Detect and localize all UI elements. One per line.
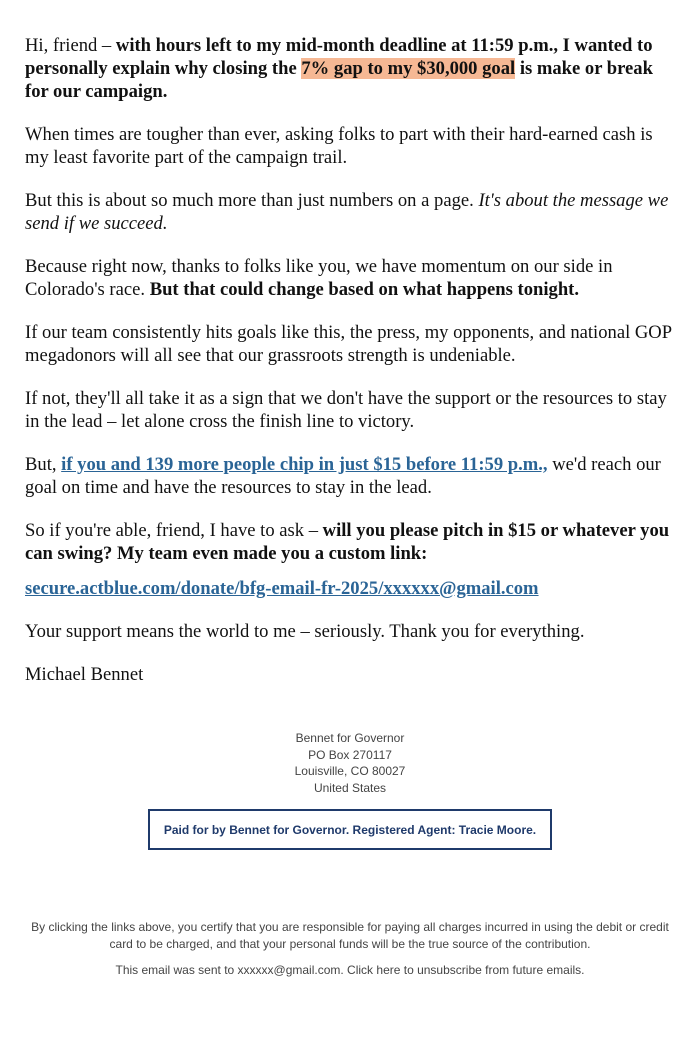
card-disclaimer-text: By clicking the links above, you certify that you are responsible for paying all charges incurred in using the debit or credit card to be charged, and that your personal funds will be the true source of the contribution.	[31, 920, 669, 951]
mailing-address	[0, 730, 700, 796]
address-city: Louisville, CO 80027	[294, 764, 406, 778]
address-org: Bennet for Governor	[295, 731, 405, 745]
chip-in-link[interactable]: if you and 139 more people chip in just $15 before 11:59 p.m.,	[61, 454, 548, 475]
paragraph-if-not: If not, they'll all take it as a sign that we don't have the support or the resources to stay in the lead – let alone cross the finish line to victory.	[25, 388, 667, 432]
paragraph-goals: If our team consistently hits goals like this, the press, my opponents, and national GOP megadonors will all see that our grassroots strength is undeniable.	[25, 322, 672, 366]
goal-gap-highlight: 7% gap to my $30,000 goal	[301, 58, 516, 79]
paid-for-text: Paid for by Bennet for Governor. Registered Agent: Tracie Moore.	[163, 822, 537, 837]
paragraph-momentum	[25, 255, 675, 301]
paragraph-intro	[25, 34, 675, 103]
paragraph-ask	[25, 519, 675, 565]
ask-text: So if you're able, friend, I have to ask –	[25, 520, 323, 541]
chip-in-suffix: we'd reach our goal on time and have the resources to stay in the lead.	[25, 454, 661, 498]
paragraph-thanks: Your support means the world to me – seriously. Thank you for everything.	[25, 621, 585, 642]
unsubscribe-link[interactable]: This email was sent to xxxxxx@gmail.com. Click here to unsubscribe from future emails.	[115, 963, 585, 977]
paid-for-disclaimer-box	[148, 809, 552, 850]
signature: Michael Bennet	[25, 664, 144, 685]
chip-in-prefix: But,	[25, 454, 62, 475]
tonight-bold: But that could change based on what happens tonight.	[149, 279, 579, 300]
email-body	[25, 34, 675, 706]
custom-donate-link[interactable]: secure.actblue.com/donate/bfg-email-fr-2025/xxxxxx@gmail.com	[25, 578, 539, 599]
address-po-box: PO Box 270117	[308, 747, 392, 762]
address-country: United States	[313, 780, 387, 795]
ask-bold: will you please pitch in $15 or whatever you can swing? My team even made you a custom link:	[25, 520, 670, 564]
legal-disclaimer	[25, 919, 675, 989]
make-or-break-statement: is make or break for our campaign.	[25, 58, 653, 102]
momentum-text: Because right now, thanks to folks like you, we have momentum on our side in Colorado's race.	[25, 256, 613, 300]
paragraph-numbers	[25, 189, 675, 235]
unsubscribe-line	[25, 962, 675, 979]
deadline-statement: with hours left to my mid-month deadline at 11:59 p.m., I wanted to personally explain why closing the	[25, 35, 653, 79]
message-italic: It's about the message we send if we succeed.	[25, 190, 669, 234]
paragraph-custom-link	[25, 577, 675, 600]
paragraph-tough-times: When times are tougher than ever, asking folks to part with their hard-earned cash is my least favorite part of the campaign trail.	[25, 124, 653, 168]
paragraph-chip-in	[25, 453, 675, 499]
greeting: Hi, friend –	[25, 35, 116, 56]
numbers-text: But this is about so much more than just numbers on a page.	[25, 190, 479, 211]
